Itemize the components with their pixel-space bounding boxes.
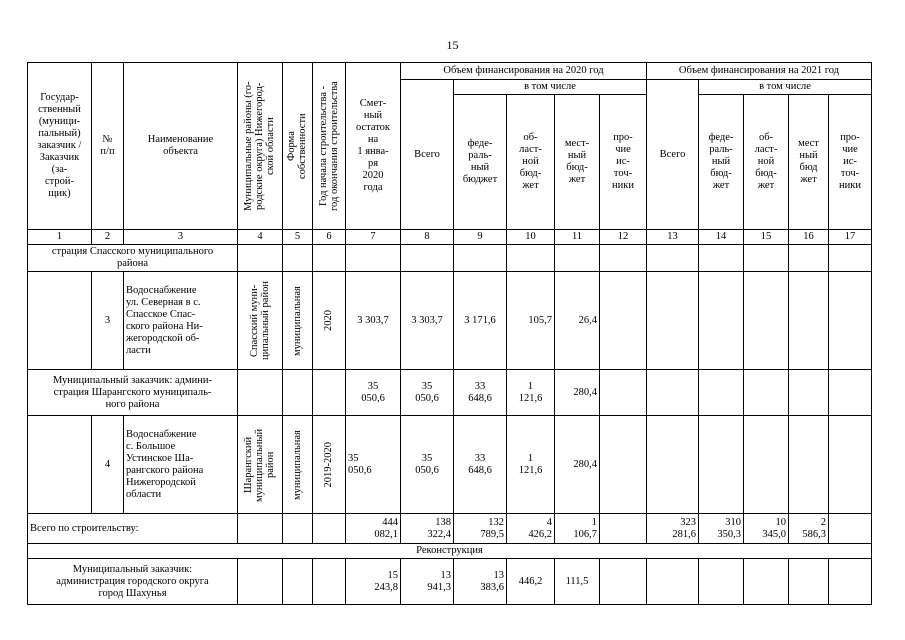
regional-2020: 1 121,6 <box>507 416 555 514</box>
federal-2020: 132 789,5 <box>454 514 507 544</box>
header-other-2020: про- чие ис- точ- ники <box>600 95 647 230</box>
years: 2020 <box>313 272 346 370</box>
federal-2021: 310 350,3 <box>699 514 744 544</box>
header-regional-2021: об- ласт- ной бюд- жет <box>744 95 789 230</box>
table-row <box>28 416 872 514</box>
header-incl-2020: в том числе <box>454 80 647 95</box>
table-row <box>28 544 872 559</box>
local-2020: 280,4 <box>555 416 600 514</box>
header-federal-2021: феде- раль- ный бюд- жет <box>699 95 744 230</box>
regional-2021: 10 345,0 <box>744 514 789 544</box>
years: 2019-2020 <box>313 416 346 514</box>
header-total-2021: Всего <box>647 80 699 230</box>
col-number: 5 <box>283 230 313 245</box>
financing-table <box>27 62 872 605</box>
header-num: № п/п <box>92 63 124 230</box>
total-2021: 323 281,6 <box>647 514 699 544</box>
row-num: 4 <box>92 416 124 514</box>
table-row <box>28 514 872 544</box>
table-row <box>28 245 872 272</box>
local-2020: 111,5 <box>555 559 600 605</box>
local-2020: 26,4 <box>555 272 600 370</box>
page-number: 15 <box>446 38 459 52</box>
header-customer: Государ- ственный (муници- пальный) заказчик / Заказчик (за- строй- щик) <box>28 63 92 230</box>
regional-2020: 1 121,6 <box>507 370 555 416</box>
ownership: муниципальная <box>283 416 313 514</box>
total-2020: 35 050,6 <box>401 370 454 416</box>
col-number: 12 <box>600 230 647 245</box>
regional-2020: 4 426,2 <box>507 514 555 544</box>
object-name: Водоснабжение ул. Северная в с. Спасское Спас- ского района Ни- жегородской об- ласти <box>124 272 238 370</box>
header-district: Муниципальные районы (го- родские округа) Нижегород- ской области <box>238 63 283 230</box>
remaining: 444 082,1 <box>346 514 401 544</box>
col-number: 4 <box>238 230 283 245</box>
local-2021: 2 586,3 <box>789 514 829 544</box>
col-number: 16 <box>789 230 829 245</box>
remaining: 3 303,7 <box>346 272 401 370</box>
header-other-2021: про- чие ис- точ- ники <box>829 95 872 230</box>
regional-2020: 105,7 <box>507 272 555 370</box>
header-ownership: Форма собственности <box>283 63 313 230</box>
district: Шарангский муниципальный район <box>238 416 283 514</box>
regional-2020: 446,2 <box>507 559 555 605</box>
table-row <box>28 272 872 370</box>
reconstruction-section-title: Реконструкция <box>28 544 872 559</box>
col-number: 7 <box>346 230 401 245</box>
col-number: 10 <box>507 230 555 245</box>
total-2020: 3 303,7 <box>401 272 454 370</box>
federal-2020: 33 648,6 <box>454 370 507 416</box>
remaining: 35 050,6 <box>346 416 401 514</box>
header-years: Год начала строительства - год окончания строительства <box>313 63 346 230</box>
col-number: 8 <box>401 230 454 245</box>
col-number: 17 <box>829 230 872 245</box>
col-number: 3 <box>124 230 238 245</box>
header-regional-2020: об- ласт- ной бюд- жет <box>507 95 555 230</box>
header-local-2020: мест- ный бюд- жет <box>555 95 600 230</box>
col-number: 11 <box>555 230 600 245</box>
col-number: 13 <box>647 230 699 245</box>
total-2020: 35 050,6 <box>401 416 454 514</box>
col-number: 14 <box>699 230 744 245</box>
total-2020: 138 322,4 <box>401 514 454 544</box>
table-row <box>28 370 872 416</box>
spassky-customer-label: страция Спасского муниципального района <box>28 245 238 272</box>
federal-2020: 3 171,6 <box>454 272 507 370</box>
col-number: 2 <box>92 230 124 245</box>
column-number-row <box>28 230 872 245</box>
local-2020: 1 106,7 <box>555 514 600 544</box>
col-number: 1 <box>28 230 92 245</box>
remaining: 35 050,6 <box>346 370 401 416</box>
header-object-name: Наименование объекта <box>124 63 238 230</box>
header-incl-2021: в том числе <box>699 80 872 95</box>
ownership: муниципальная <box>283 272 313 370</box>
header-local-2021: мест ный бюд жет <box>789 95 829 230</box>
local-2020: 280,4 <box>555 370 600 416</box>
header-fin-2021: Объем финансирования на 2021 год <box>647 63 872 80</box>
header-federal-2020: феде- раль- ный бюджет <box>454 95 507 230</box>
shakhunya-customer-label: Муниципальный заказчик: администрация городского округа город Шахунья <box>28 559 238 605</box>
header-fin-2020: Объем финансирования на 2020 год <box>401 63 647 80</box>
federal-2020: 33 648,6 <box>454 416 507 514</box>
remaining: 15 243,8 <box>346 559 401 605</box>
total-construction-label: Всего по строительству: <box>28 514 238 544</box>
total-2020: 13 941,3 <box>401 559 454 605</box>
sharanga-customer-label: Муниципальный заказчик: админи- страция Шарангского муниципаль- ного района <box>28 370 238 416</box>
col-number: 15 <box>744 230 789 245</box>
object-name: Водоснабжение с. Большое Устинское Ша- рангского района Нижегородской области <box>124 416 238 514</box>
header-total-2020: Всего <box>401 80 454 230</box>
col-number: 9 <box>454 230 507 245</box>
federal-2020: 13 383,6 <box>454 559 507 605</box>
col-number: 6 <box>313 230 346 245</box>
district: Спасский муни- ципальный район <box>238 272 283 370</box>
table-row <box>28 559 872 605</box>
row-num: 3 <box>92 272 124 370</box>
header-remaining: Смет- ный остаток на 1 янва- ря 2020 года <box>346 63 401 230</box>
